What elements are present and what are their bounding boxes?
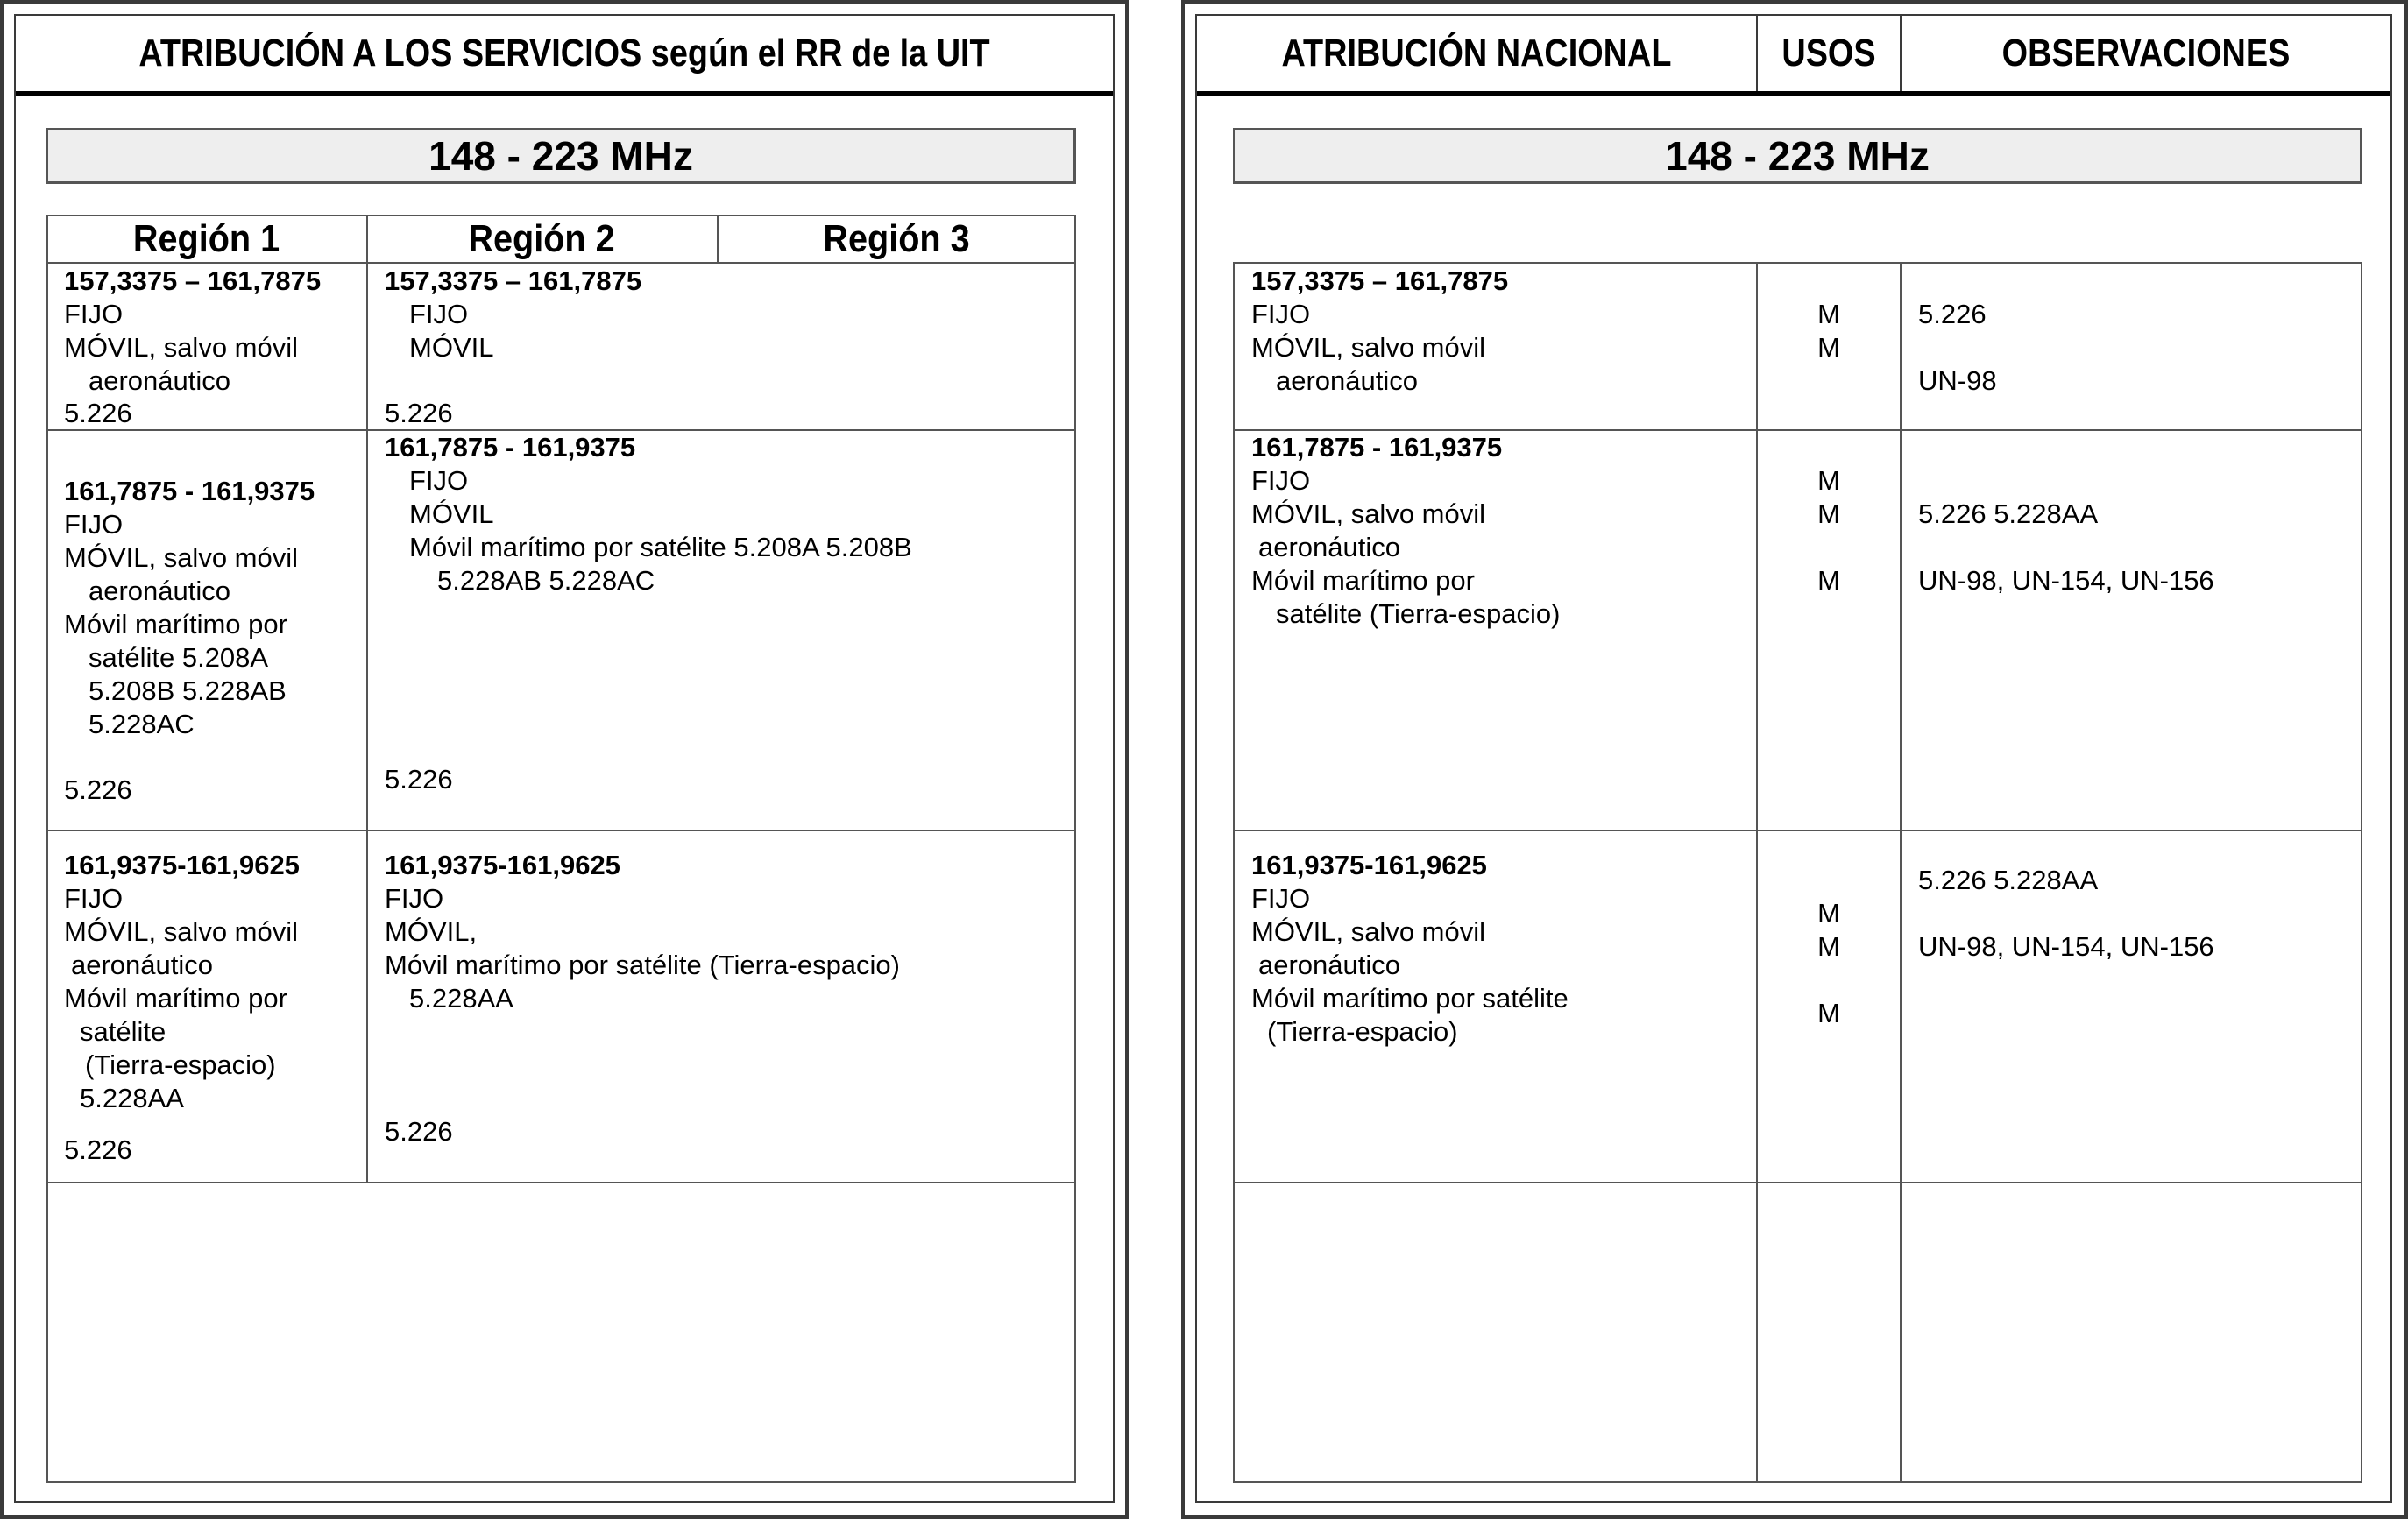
usos-value: M bbox=[1817, 498, 1840, 529]
service-line: aeronáutico bbox=[1276, 365, 1419, 396]
usos-row1 bbox=[1758, 298, 1900, 364]
frequency-range: 157,3375 – 161,7875 bbox=[1251, 265, 1509, 296]
service-line: satélite (Tierra-espacio) bbox=[1276, 598, 1561, 629]
header-divider-usos bbox=[1756, 16, 1758, 91]
service-line: 5.228AB 5.228AC bbox=[437, 565, 655, 596]
usos-value: M bbox=[1817, 931, 1840, 962]
r1-row1-cell bbox=[64, 265, 321, 398]
observaciones-note: 5.226 bbox=[1918, 299, 1987, 329]
footnote: 5.226 bbox=[64, 398, 132, 428]
r1-row2-cell bbox=[64, 475, 315, 741]
footnote: 5.226 bbox=[385, 398, 453, 428]
service-line: MÓVIL, salvo móvil bbox=[1251, 332, 1486, 363]
region-1-header: Región 1 bbox=[132, 217, 280, 260]
service-line: FIJO bbox=[409, 465, 469, 496]
observaciones-note: UN-98, UN-154, UN-156 bbox=[1918, 565, 2214, 596]
service-line: MÓVIL, salvo móvil bbox=[64, 542, 299, 573]
service-line: Móvil marítimo por bbox=[64, 609, 287, 639]
service-line: FIJO bbox=[1251, 465, 1311, 496]
frequency-range: 161,9375-161,9625 bbox=[1251, 850, 1487, 880]
footnote: 5.226 bbox=[385, 1116, 453, 1147]
left-page-title: ATRIBUCIÓN A LOS SERVICIOS según el RR de la UIT bbox=[138, 32, 990, 74]
r23-row3-cell bbox=[385, 849, 900, 1015]
service-line: satélite 5.208A bbox=[89, 642, 269, 673]
service-line: aeronáutico bbox=[1258, 950, 1401, 980]
frequency-range: 161,7875 - 161,9375 bbox=[385, 432, 636, 463]
r23-row2-cell bbox=[385, 431, 912, 597]
service-line: MÓVIL, salvo móvil bbox=[1251, 916, 1486, 947]
service-line: Móvil marítimo por bbox=[64, 983, 287, 1014]
service-line: (Tierra-espacio) bbox=[1267, 1016, 1458, 1047]
service-line: aeronáutico bbox=[71, 950, 214, 980]
row-divider-3 bbox=[46, 1182, 1076, 1183]
usos-column-divider bbox=[1756, 262, 1758, 1483]
service-line: 5.228AA bbox=[409, 983, 513, 1014]
header-observaciones: OBSERVACIONES bbox=[2001, 32, 2291, 74]
region-2-header: Región 2 bbox=[468, 217, 615, 260]
header-atribucion-nacional: ATRIBUCIÓN NACIONAL bbox=[1281, 32, 1672, 74]
usos-row2 bbox=[1758, 464, 1900, 597]
national-row1-cell bbox=[1251, 265, 1508, 398]
frequency-range: 157,3375 – 161,7875 bbox=[64, 265, 322, 296]
service-line: (Tierra-espacio) bbox=[85, 1049, 276, 1080]
service-line: MÓVIL, salvo móvil bbox=[64, 332, 299, 363]
service-line: aeronáutico bbox=[1258, 532, 1401, 562]
service-line: FIJO bbox=[1251, 299, 1311, 329]
observaciones-note: 5.226 5.228AA bbox=[1918, 865, 2099, 895]
service-line: MÓVIL bbox=[409, 332, 494, 363]
usos-value: M bbox=[1817, 565, 1840, 596]
service-line: aeronáutico bbox=[89, 365, 231, 396]
service-line: MÓVIL, bbox=[385, 916, 478, 947]
service-line: aeronáutico bbox=[89, 576, 231, 606]
service-line: FIJO bbox=[1251, 883, 1311, 914]
national-row3-cell bbox=[1251, 849, 1569, 1049]
usos-row3 bbox=[1758, 897, 1900, 1030]
usos-value: M bbox=[1817, 898, 1840, 929]
service-line: FIJO bbox=[64, 883, 124, 914]
row-divider-2 bbox=[1233, 830, 2362, 831]
service-line: FIJO bbox=[64, 299, 124, 329]
service-line: 5.228AC bbox=[89, 709, 195, 739]
region-3-header: Región 3 bbox=[823, 217, 970, 260]
service-line: FIJO bbox=[64, 509, 124, 540]
r23-row1-cell bbox=[385, 265, 641, 364]
service-line: Móvil marítimo por bbox=[1251, 565, 1475, 596]
region-3-divider bbox=[717, 215, 719, 262]
r1-row3-cell bbox=[64, 849, 300, 1115]
frequency-range: 157,3375 – 161,7875 bbox=[385, 265, 642, 296]
footnote: 5.226 bbox=[64, 1134, 132, 1165]
row-divider-2 bbox=[46, 830, 1076, 831]
service-line: Móvil marítimo por satélite bbox=[1251, 983, 1569, 1014]
service-line: Móvil marítimo por satélite (Tierra-espacio) bbox=[385, 950, 901, 980]
service-line: FIJO bbox=[385, 883, 444, 914]
service-line: 5.228AA bbox=[80, 1083, 184, 1113]
service-line: MÓVIL, salvo móvil bbox=[1251, 498, 1486, 529]
frequency-range: 161,9375-161,9625 bbox=[64, 850, 300, 880]
service-line: satélite bbox=[80, 1016, 166, 1047]
region-1-divider bbox=[366, 215, 368, 1183]
right-frequency-band: 148 - 223 MHz bbox=[1233, 128, 2362, 184]
service-line: 5.208B 5.228AB bbox=[89, 675, 287, 706]
service-line: FIJO bbox=[409, 299, 469, 329]
service-line: MÓVIL bbox=[409, 498, 494, 529]
observaciones-note: UN-98, UN-154, UN-156 bbox=[1918, 931, 2214, 962]
national-row2-cell bbox=[1251, 431, 1560, 631]
usos-value: M bbox=[1817, 299, 1840, 329]
header-usos: USOS bbox=[1781, 32, 1876, 74]
service-line: Móvil marítimo por satélite 5.208A 5.208B bbox=[409, 532, 912, 562]
footnote: 5.226 bbox=[64, 774, 132, 805]
row-divider-3 bbox=[1233, 1182, 2362, 1183]
header-divider-observaciones bbox=[1900, 16, 1902, 91]
frequency-range: 161,7875 - 161,9375 bbox=[1251, 432, 1503, 463]
usos-value: M bbox=[1817, 332, 1840, 363]
footnote: 5.226 bbox=[385, 764, 453, 795]
usos-value: M bbox=[1817, 465, 1840, 496]
frequency-range: 161,7875 - 161,9375 bbox=[64, 476, 315, 506]
usos-value: M bbox=[1817, 998, 1840, 1028]
observaciones-note: UN-98 bbox=[1918, 365, 1997, 396]
frequency-range: 161,9375-161,9625 bbox=[385, 850, 620, 880]
left-frequency-band: 148 - 223 MHz bbox=[46, 128, 1076, 184]
observaciones-note: 5.226 5.228AA bbox=[1918, 498, 2099, 529]
service-line: MÓVIL, salvo móvil bbox=[64, 916, 299, 947]
observaciones-column-divider bbox=[1900, 262, 1902, 1483]
